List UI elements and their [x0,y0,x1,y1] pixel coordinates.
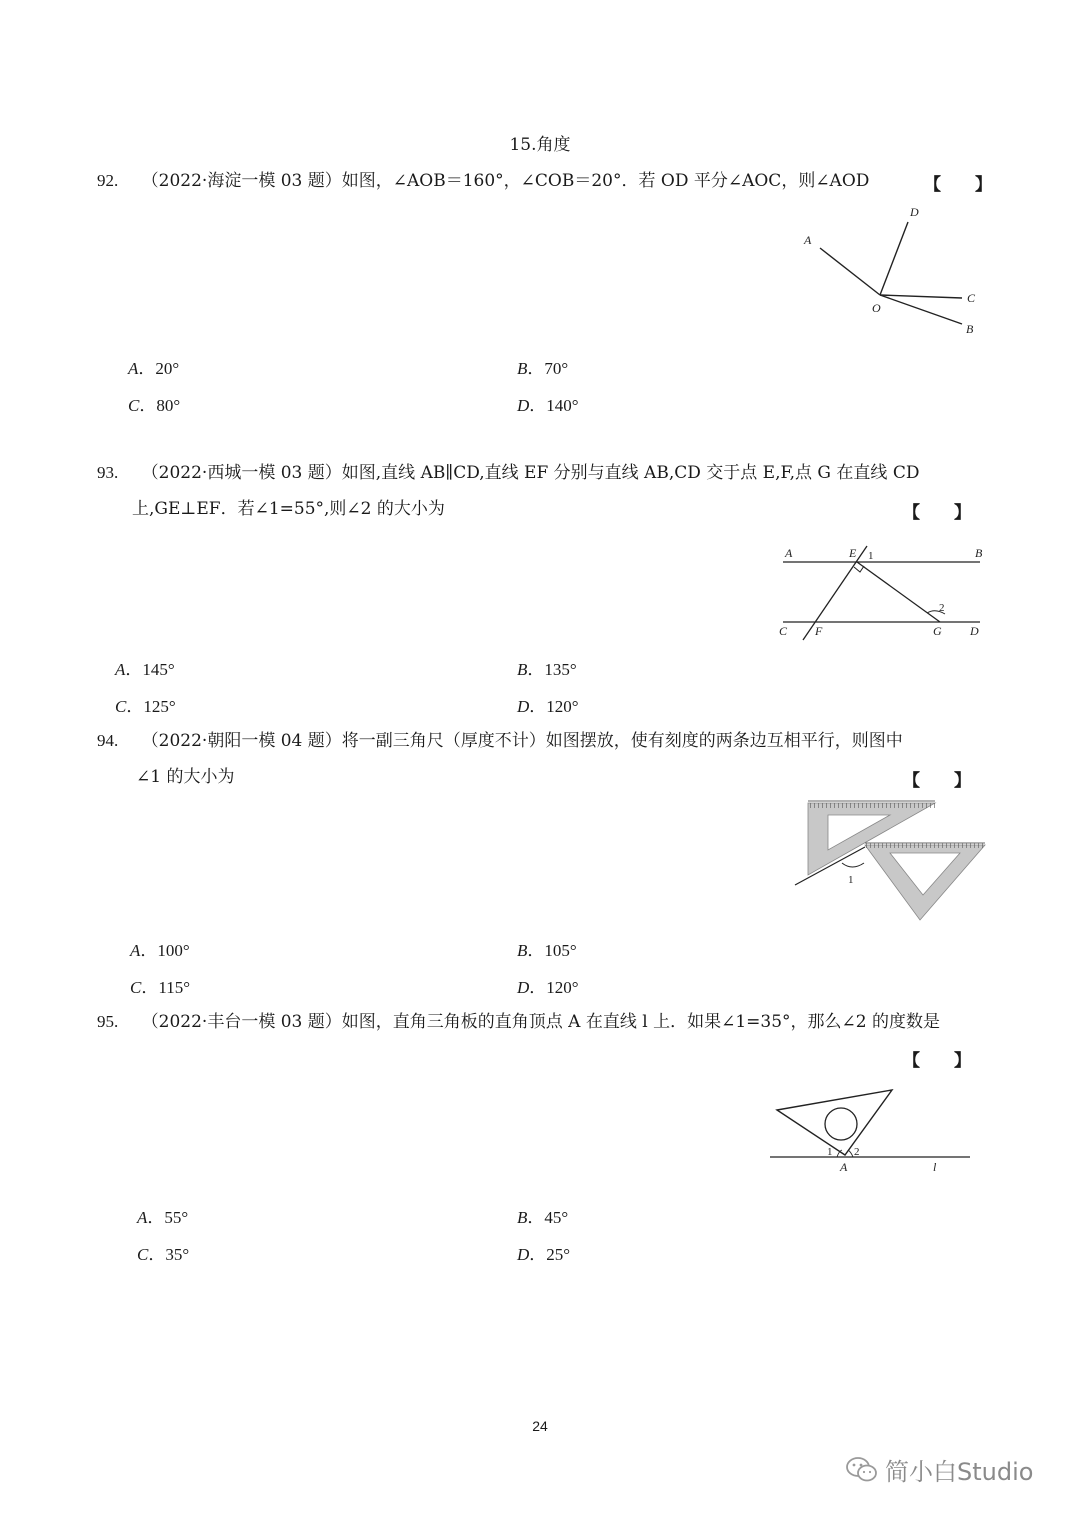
question-text: （2022·朝阳一模 04 题）将一副三角尺（厚度不计）如图摆放，使有刻度的两条边互相平行，则图中 [141,731,903,751]
label-2: 2 [854,1146,860,1158]
answer-bracket: 【 】 [924,175,992,195]
option-94-A: A．100° [130,941,190,960]
label-l: l [933,1160,937,1174]
label-A: A [785,546,793,560]
question-text: （2022·西城一模 03 题）如图,直线 AB∥CD,直线 EF 分别与直线 AB,CD 交于点 E,F,点 G 在直线 CD [141,463,920,483]
question-number: 92. [97,171,119,190]
option-94-D: D．120° [517,978,579,997]
question-text: （2022·海淀一模 03 题）如图，∠AOB＝160°，∠COB＝20°．若 OD 平分∠AOC，则∠AOD [141,171,870,191]
section-title: 15.角度 [509,135,571,155]
watermark-text: 简小白Studio [885,1458,1034,1486]
watermark [845,1452,1033,1487]
figure-92-angles [790,200,990,345]
label-A: A [804,233,812,247]
figure-94-set-squares [790,795,995,930]
question-92-line1 [97,168,869,194]
option-92-D: D．140° [517,396,579,415]
question-95-line1 [97,1009,940,1035]
figure-93-parallel-lines [775,540,990,645]
question-number: 93. [97,463,119,482]
option-95-D: D．25° [517,1245,571,1264]
label-1: 1 [848,874,854,886]
option-93-D: D．120° [517,697,579,716]
page-number: 24 [532,1418,548,1434]
question-94-line1 [97,728,903,754]
label-1: 1 [868,550,874,562]
option-93-B: B．135° [517,660,577,679]
label-G: G [933,624,942,638]
answer-bracket: 【 】 [903,503,971,523]
answer-bracket: 【 】 [903,1051,971,1071]
option-95-B: B．45° [517,1208,569,1227]
question-number: 95. [97,1012,119,1031]
label-A: A [840,1160,848,1174]
label-C: C [779,624,788,638]
question-94-line2: ∠1 的大小为 [136,767,235,787]
option-95-C: C．35° [137,1245,190,1264]
wechat-icon [845,1456,879,1484]
option-93-A: A．145° [115,660,175,679]
label-C: C [967,291,976,305]
label-D: D [910,205,919,219]
figure-95-triangle-on-line [765,1080,980,1180]
label-B: B [966,322,974,336]
answer-bracket: 【 】 [903,771,971,791]
question-93-line1 [97,460,919,486]
option-95-A: A．55° [137,1208,189,1227]
option-93-C: C．125° [115,697,176,716]
label-B: B [975,546,983,560]
option-94-B: B．105° [517,941,577,960]
question-text: （2022·丰台一模 03 题）如图，直角三角板的直角顶点 A 在直线 l 上．如果∠1=35°，那么∠2 的度数是 [141,1012,940,1032]
option-92-A: A．20° [128,359,180,378]
label-1: 1 [827,1146,833,1158]
label-F: F [815,624,823,638]
label-2: 2 [939,602,945,614]
label-D: D [970,624,979,638]
label-E: E [849,546,857,560]
option-94-C: C．115° [130,978,191,997]
question-93-line2: 上,GE⊥EF．若∠1=55°,则∠2 的大小为 [132,499,445,519]
question-number: 94. [97,731,119,750]
label-O: O [872,301,881,315]
option-92-C: C．80° [128,396,181,415]
option-92-B: B．70° [517,359,569,378]
